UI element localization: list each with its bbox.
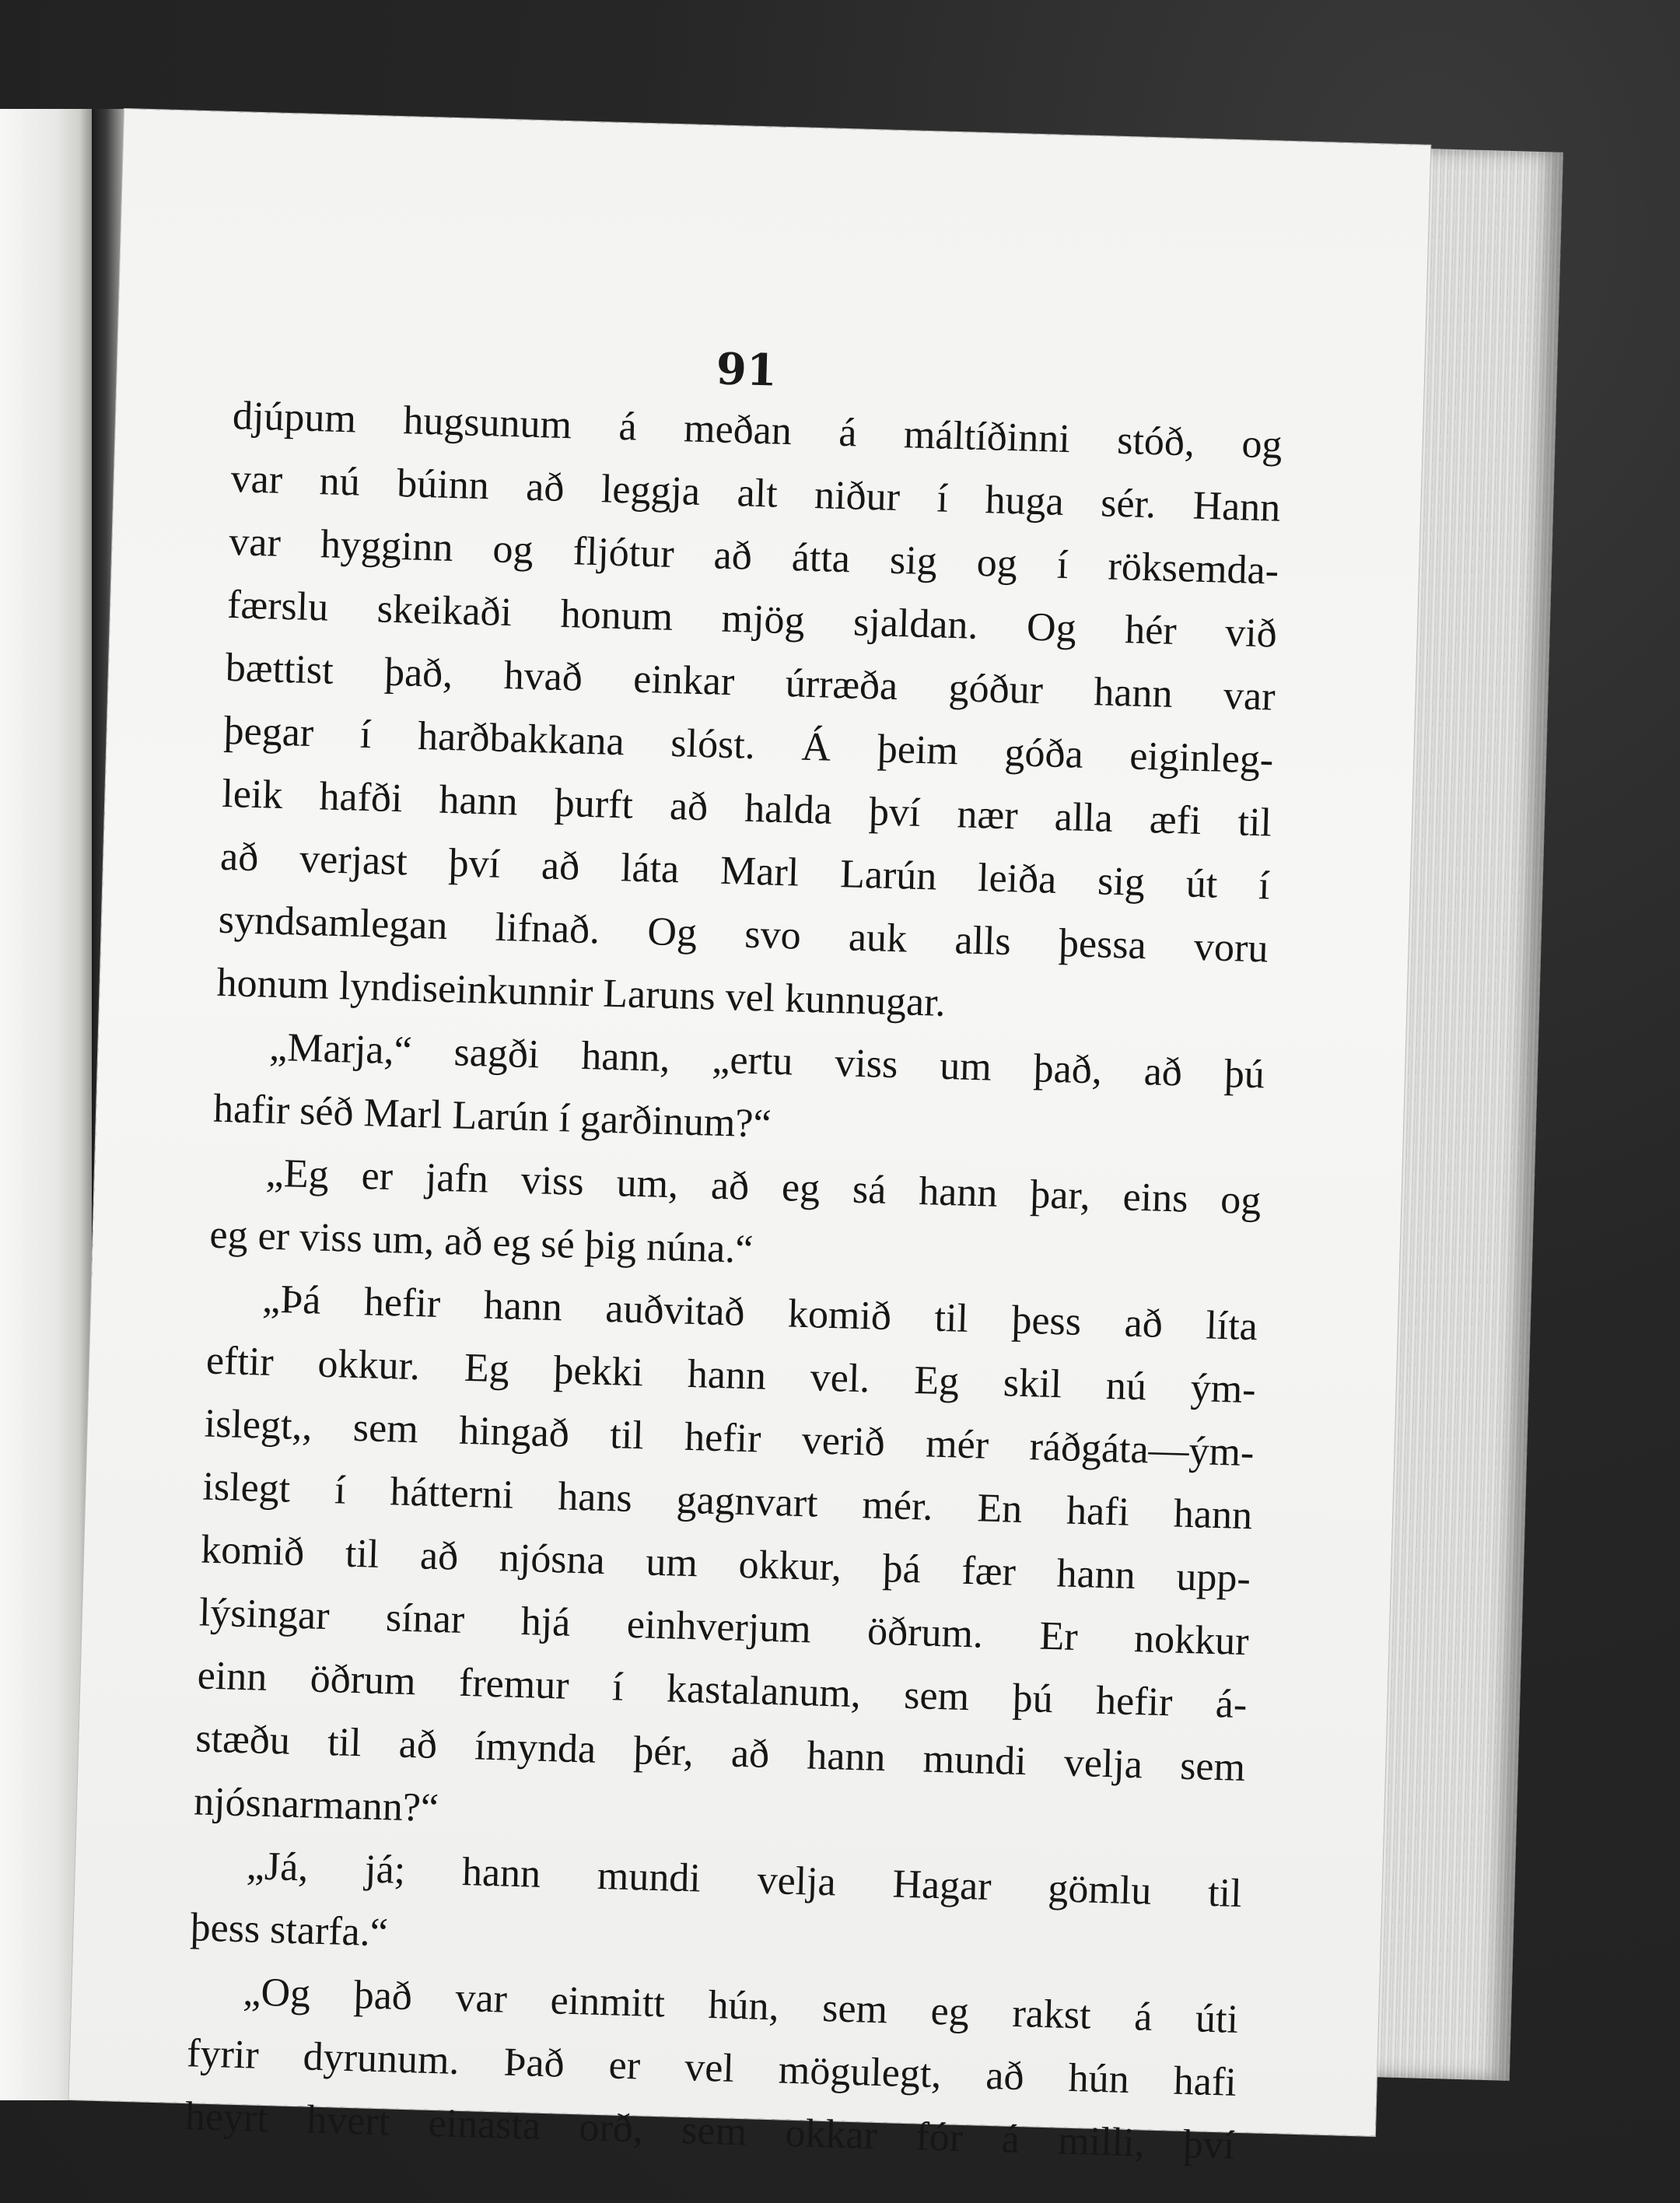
text-line: „Já, já; hann mundi velja Hagar gömlu til [246, 1844, 1243, 1916]
text-line: bættist það, hvað einkar úrræða góður hann var [225, 645, 1276, 720]
text-line: syndsamlegan lifnað. Og svo auk alls þessa voru [218, 897, 1269, 972]
text-line: hafir séð Marl Larún í garðinum?“ [212, 1086, 772, 1147]
text-line: „Og það var einmitt hún, sem eg rakst á úti [242, 1970, 1239, 2042]
text-line: var nú búinn að leggja alt niður í huga sér. Hann [229, 457, 1282, 531]
text-line: djúpum hugsunum á meðan á máltíðinni stóð, og [232, 394, 1283, 468]
text-line: islegt,, sem hingað til hefir verið mér ráðgáta—ým- [204, 1401, 1255, 1476]
text-line: „Marja,“ sagði hann, „ertu viss um það, að þú [268, 1024, 1265, 1098]
text-line: njósnarmann?“ [193, 1779, 439, 1831]
text-line: einn öðrum fremur í kastalanum, sem þú hefir á- [197, 1653, 1248, 1728]
text-line: islegt í hátterni hans gagnvart mér. En hafi hann [201, 1464, 1253, 1539]
text-line: færslu skeikaði honum mjög sjaldan. Og hér við [226, 582, 1278, 657]
text-line: eg er viss um, að eg sé þig núna.“ [208, 1212, 754, 1273]
body-text [184, 384, 1283, 2177]
text-line: honum lyndiseinkunnir Laruns vel kunnugar. [215, 960, 947, 1025]
text-line: var hygginn og fljótur að átta sig og í röksemda- [228, 519, 1279, 594]
book-page [69, 109, 1431, 2168]
text-line: stæðu til að ímynda þér, að hann mundi velja sem [194, 1716, 1246, 1791]
text-line: „Þá hefir hann auðvitað komið til þess að líta [261, 1277, 1258, 1350]
text-line: „Eg er jafn viss um, að eg sá hann þar, eins og [265, 1151, 1262, 1224]
page-number: 91 [716, 343, 778, 397]
text-line: þess starfa.“ [189, 1905, 389, 1956]
text-line: að verjast því að láta Marl Larún leiða sig út í [219, 834, 1271, 909]
text-line: þegar í harðbakkana slóst. Á þeim góða eiginleg- [222, 708, 1274, 783]
text-line: fyrir dyrunum. Það er vel mögulegt, að hún hafi [186, 2031, 1237, 2105]
text-line: komið til að njósna um okkur, þá fær hann upp- [200, 1527, 1251, 1602]
text-line: lýsingar sínar hjá einhverjum öðrum. Er nokkur [198, 1590, 1250, 1665]
text-line: leik hafði hann þurft að halda því nær alla æfi til [221, 771, 1272, 846]
text-line: eftir okkur. Eg þekki hann vel. Eg skil nú ým- [205, 1338, 1257, 1413]
text-line: heyrt hvert einasta orð, sem okkar fór á milli, því [184, 2094, 1236, 2168]
